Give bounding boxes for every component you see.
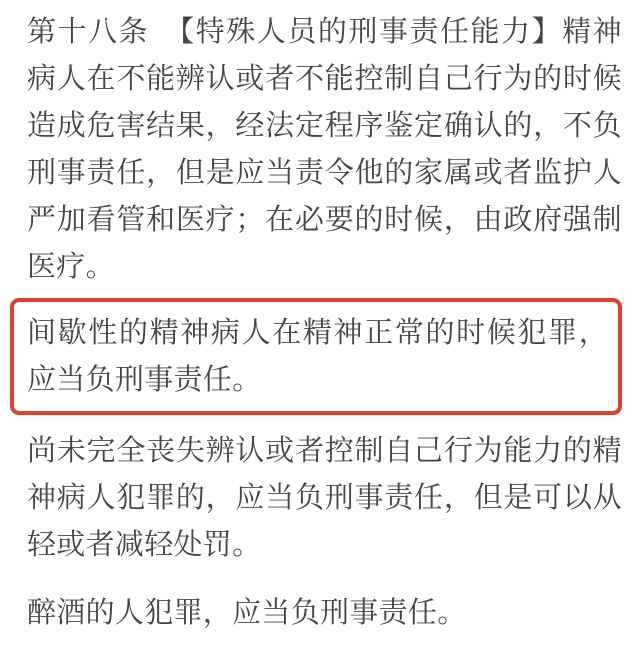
law-paragraph-3: 尚未完全丧失辨认或者控制自己行为能力的精神病人犯罪的，应当负刑事责任，但是可以从轻或者减轻处罚。: [27, 435, 622, 561]
law-paragraph-4: 醉酒的人犯罪，应当负刑事责任。: [27, 597, 467, 629]
law-paragraph-2-highlighted: 间歇性的精神病人在精神正常的时候犯罪，应当负刑事责任。: [27, 317, 608, 396]
red-highlight-box: [10, 298, 622, 415]
law-paragraph-1: 第十八条 【特殊人员的刑事责任能力】精神病人在不能辨认或者不能控制自己行为的时候造成危害结果，经法定程序鉴定确认的，不负刑事责任，但是应当责令他的家属或者监护人严加看管和医疗；在必要的时候，由政府强制医疗。: [27, 16, 622, 283]
